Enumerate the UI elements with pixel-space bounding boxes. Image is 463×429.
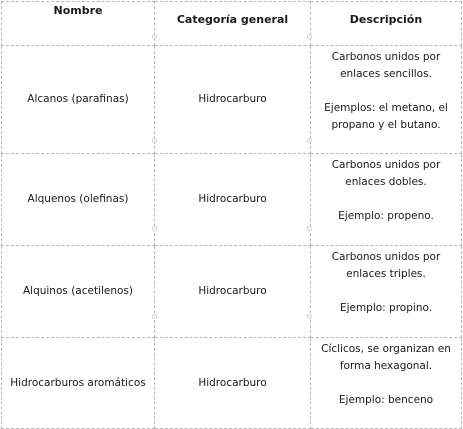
hydrocarbon-table-frame [1, 1, 461, 413]
grid-joint [307, 314, 312, 319]
cell-name: Alquinos (acetilenos) [2, 246, 155, 338]
example-line: Ejemplo: propeno. [338, 210, 434, 222]
header-nombre: Nombre [2, 2, 155, 46]
table-header-row [2, 2, 462, 46]
description-line: Cíclicos, se organizan en [321, 343, 451, 355]
example-line: Ejemplo: propino. [339, 302, 433, 314]
example-line: Ejemplo: benceno [338, 394, 434, 406]
grid-joint [307, 34, 312, 39]
description-line: forma hexagonal. [339, 360, 433, 372]
grid-joint [152, 34, 157, 39]
example-line: propano y el butano. [331, 119, 441, 131]
cell-name: Alquenos (olefinas) [2, 154, 155, 246]
cell-category: Hidrocarburo [155, 46, 311, 154]
grid-joint [152, 314, 157, 319]
cell-description [311, 46, 462, 154]
cell-category: Hidrocarburo [155, 246, 311, 338]
cell-category: Hidrocarburo [155, 154, 311, 246]
cell-description [311, 246, 462, 338]
cell-description [311, 338, 462, 429]
spacer [317, 83, 455, 100]
spacer [317, 283, 455, 300]
description-line: Carbonos unidos por [331, 159, 441, 171]
cell-name: Alcanos (parafinas) [2, 46, 155, 154]
description-line: enlaces triples. [346, 268, 426, 280]
grid-joint [307, 226, 312, 231]
description-line: Carbonos unidos por [331, 251, 441, 263]
header-descripcion: Descripción [311, 2, 462, 46]
description-line: Carbonos unidos por [331, 51, 441, 63]
table-row [2, 154, 462, 246]
grid-joint [152, 226, 157, 231]
description-line: enlaces dobles. [345, 176, 427, 188]
cell-category: Hidrocarburo [155, 338, 311, 429]
spacer [317, 191, 455, 208]
table-row [2, 338, 462, 429]
spacer [317, 375, 455, 392]
hydrocarbon-table [1, 1, 462, 429]
cell-description [311, 154, 462, 246]
header-categoria-general: Categoría general [155, 2, 311, 46]
grid-joint [307, 138, 312, 143]
description-line: enlaces sencillos. [340, 68, 432, 80]
table-row [2, 46, 462, 154]
cell-name: Hidrocarburos aromáticos [2, 338, 155, 429]
table-row [2, 246, 462, 338]
grid-joint [152, 138, 157, 143]
example-line: Ejemplos: el metano, el [324, 102, 448, 114]
